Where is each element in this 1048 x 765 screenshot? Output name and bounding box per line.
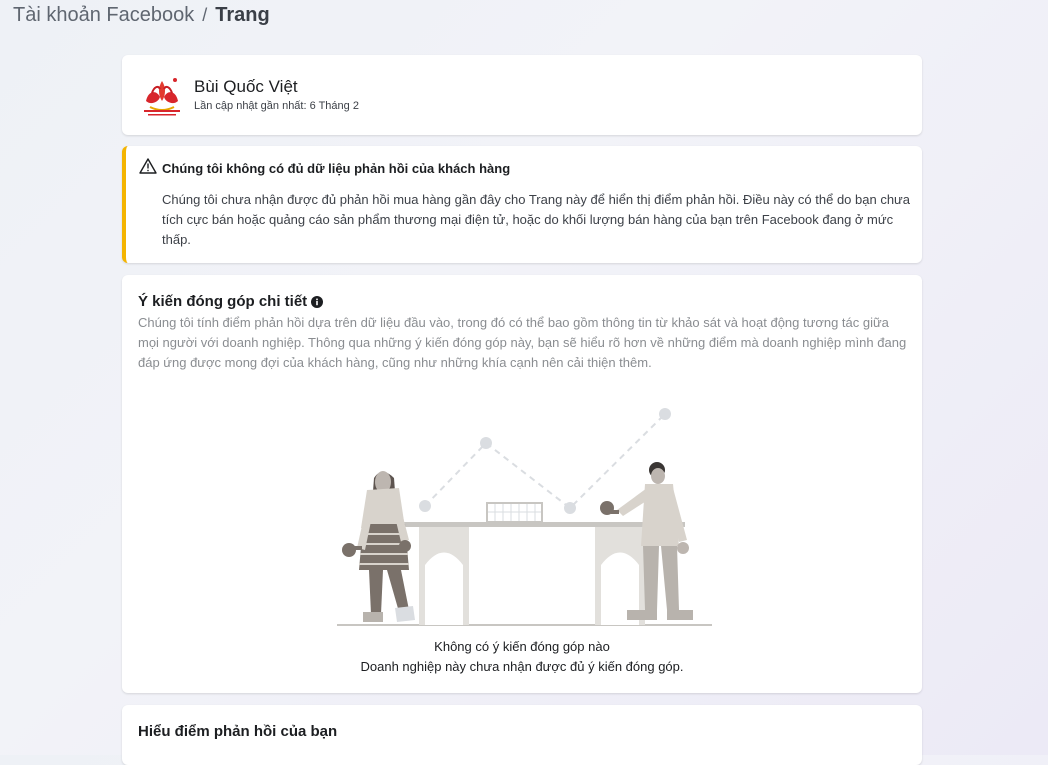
detailed-feedback-card [122,275,922,693]
insufficient-data-warning [122,146,922,263]
detailed-feedback-heading [138,293,323,310]
info-icon[interactable] [311,296,323,308]
understand-feedback-score-card [122,705,922,765]
breadcrumb [13,4,270,27]
ping-pong-illustration [327,400,727,630]
warning-body: Chúng tôi chưa nhận được đủ phản hồi mua hàng gần đây cho Trang này để hiển thị điểm phản hồi. Điều này có thể do bạn chưa tích cực bán hoặc quảng cáo sản phẩm thương mại điện tử, hoặc do khối lượng bán hàng của bạn trên Facebook đang ở mức thấp. [162,192,910,247]
warning-title: Chúng tôi không có đủ dữ liệu phản hồi của khách hàng [162,161,511,176]
breadcrumb-separator: / [202,5,208,25]
empty-state-title: Không có ý kiến đóng góp nào [434,639,610,654]
warning-triangle-icon [139,158,157,174]
breadcrumb-facebook-accounts-link[interactable]: Tài khoản Facebook [13,4,195,26]
page-logo [138,71,186,119]
detailed-feedback-title: Ý kiến đóng góp chi tiết [138,293,308,310]
page-info-card [122,55,922,135]
breadcrumb-current-page: Trang [215,4,270,26]
page-last-updated: Lần cập nhật gần nhất: 6 Tháng 2 [194,100,359,112]
page-name[interactable]: Bùi Quốc Việt [194,77,298,96]
understand-feedback-score-title: Hiểu điểm phản hồi của bạn [138,723,338,740]
empty-state-subtitle: Doanh nghiệp này chưa nhận được đủ ý kiến đóng góp. [360,659,684,674]
detailed-feedback-description: Chúng tôi tính điểm phản hồi dựa trên dữ liệu đầu vào, trong đó có thể bao gồm thông tin từ khảo sát và hoạt động tương tác giữa mọi người với doanh nghiệp. Thông qua những ý kiến đóng góp này, bạn sẽ hiểu rõ hơn về những điểm mà doanh nghiệp mình đang đáp ứng được mong đợi của khách hàng, cũng như những khía cạnh nên cải thiện thêm. [138,315,907,370]
